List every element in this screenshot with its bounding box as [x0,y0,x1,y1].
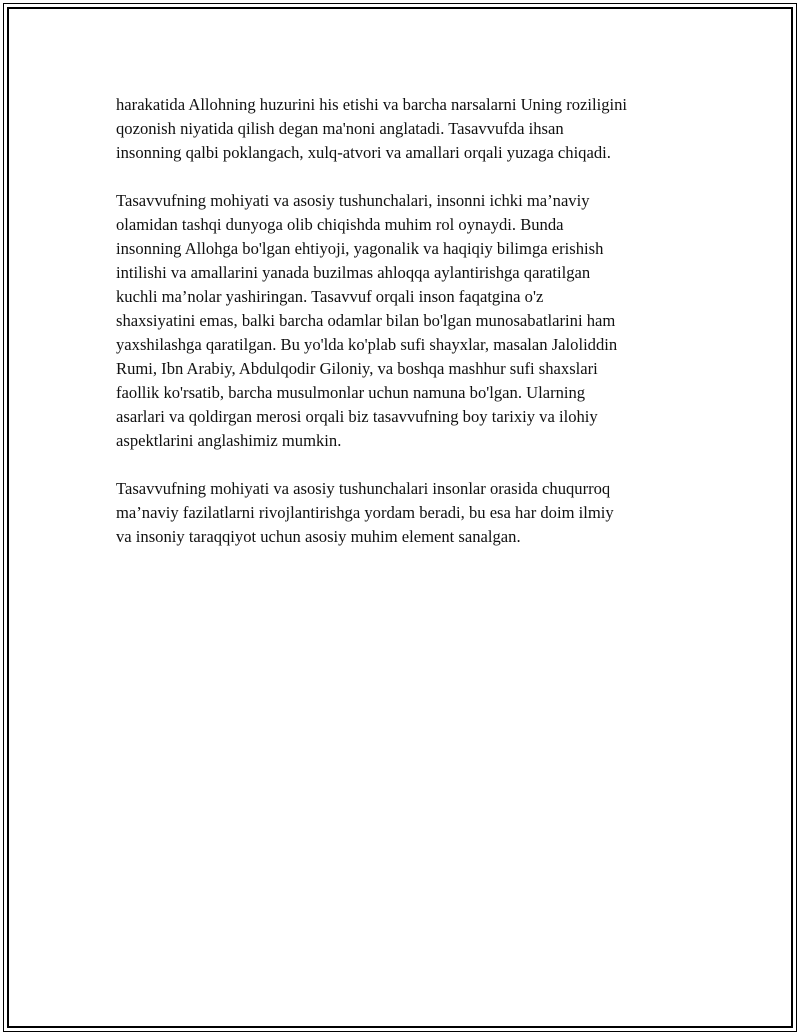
text-line: asarlari va qoldirgan merosi orqali biz tasavvufning boy tarixiy va ilohiy [116,407,598,426]
document-body [116,93,690,573]
text-line: Tasavvufning mohiyati va asosiy tushunchalari insonlar orasida chuqurroq [116,479,611,498]
paragraph-3 [116,477,690,549]
paragraph-2 [116,189,690,453]
text-line: intilishi va amallarini yanada buzilmas ahloqqa aylantirishga qaratilgan [116,263,591,282]
text-line: kuchli ma’nolar yashiringan. Tasavvuf orqali inson faqatgina o'z [116,287,544,306]
text-line: insonning Allohga bo'lgan ehtiyoji, yagonalik va haqiqiy bilimga erishish [116,239,604,258]
text-line: aspektlarini anglashimiz mumkin. [116,431,342,450]
text-line: Tasavvufning mohiyati va asosiy tushunchalari, insonni ichki ma’naviy [116,191,590,210]
text-line: faollik ko'rsatib, barcha musulmonlar uchun namuna bo'lgan. Ularning [116,383,586,402]
text-line: va insoniy taraqqiyot uchun asosiy muhim element sanalgan. [116,527,521,546]
text-line: insonning qalbi poklangach, xulq-atvori va amallari orqali yuzaga chiqadi. [116,143,611,162]
text-line: shaxsiyatini emas, balki barcha odamlar bilan bo'lgan munosabatlarini ham [116,311,616,330]
text-line: Rumi, Ibn Arabiy, Abdulqodir Giloniy, va boshqa mashhur sufi shaxslari [116,359,598,378]
text-line: qozonish niyatida qilish degan ma'noni anglatadi. Tasavvufda ihsan [116,119,564,138]
text-line: ma’naviy fazilatlarni rivojlantirishga yordam beradi, bu esa har doim ilmiy [116,503,614,522]
text-line: olamidan tashqi dunyoga olib chiqishda muhim rol oynaydi. Bunda [116,215,564,234]
text-line: yaxshilashga qaratilgan. Bu yo'lda ko'plab sufi shayxlar, masalan Jaloliddin [116,335,618,354]
text-line: harakatida Allohning huzurini his etishi va barcha narsalarni Uning roziligini [116,95,628,114]
paragraph-1 [116,93,690,165]
